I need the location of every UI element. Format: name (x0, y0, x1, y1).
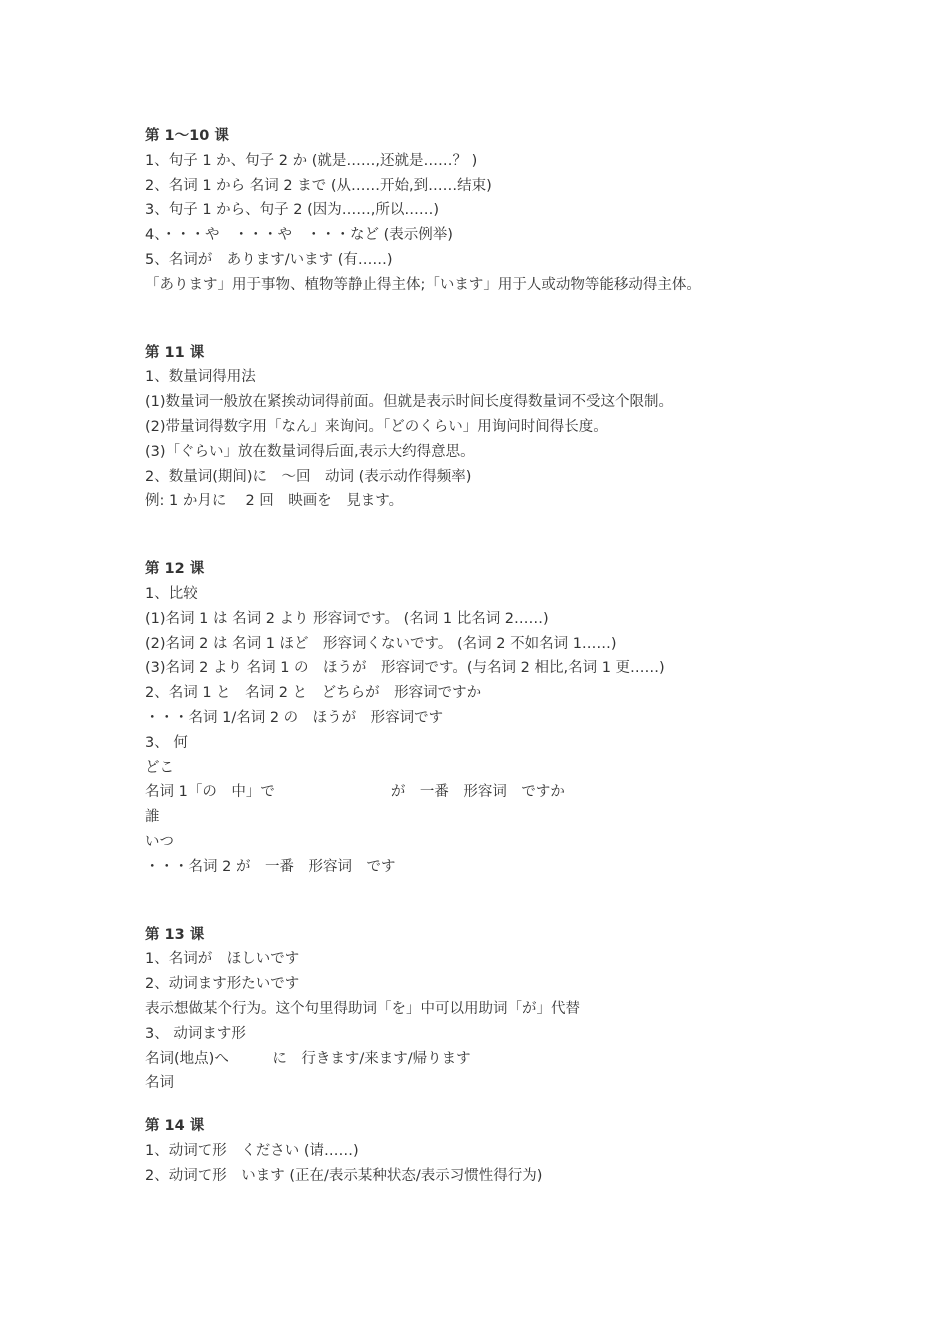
document-page (145, 124, 865, 1188)
text-line: 「あります」用于事物、植物等静止得主体;「います」用于人或动物等能移动得主体。 (145, 276, 701, 293)
section-lesson-14 (145, 1114, 865, 1188)
text-line: 1、名词が ほしいです (145, 951, 300, 968)
section-title: 第 11 课 (145, 344, 205, 361)
text-line: 例: 1 か月に 2 回 映画を 見ます。 (145, 493, 404, 510)
text-line: 表示想做某个行为。这个句里得助词「を」中可以用助词「が」代替 (145, 1000, 580, 1017)
section-lesson-13 (145, 923, 865, 1097)
text-line: (3)「ぐらい」放在数量词得后面,表示大约得意思。 (145, 443, 475, 460)
text-line: 名词(地点)へ に 行きます/来ます/帰ります (145, 1050, 471, 1067)
text-line: (1)数量词一般放在紧挨动词得前面。但就是表示时间长度得数量词不受这个限制。 (145, 394, 674, 411)
text-line: 1、数量词得用法 (145, 369, 256, 386)
text-line: 3、 何 (145, 734, 188, 751)
text-line: 名词 1「の 中」で が 一番 形容词 ですか (145, 784, 565, 801)
text-line: 2、名词 1 と 名词 2 と どちらが 形容词ですか (145, 685, 482, 702)
text-line: (2)带量词得数字用「なん」来询问。「どのくらい」用询问时间得长度。 (145, 418, 608, 435)
text-line: 5、名词が あります/います (有……) (145, 251, 393, 268)
text-line: 2、动词て形 います (正在/表示某种状态/表示习惯性得行为) (145, 1167, 543, 1184)
text-line: 名词 (145, 1075, 174, 1092)
text-line: どこ (145, 759, 174, 776)
text-line: 1、比较 (145, 585, 198, 602)
text-line: 2、名词 1 から 名词 2 まで (从……开始,到……结束) (145, 177, 492, 194)
section-title: 第 1～10 课 (145, 128, 229, 144)
text-line: (3)名词 2 より 名词 1 の ほうが 形容词です。(与名词 2 相比,名词 1 更……) (145, 660, 665, 677)
text-line: ・・・名词 1/名词 2 の ほうが 形容词です (145, 709, 444, 726)
section-lesson-11 (145, 341, 865, 515)
text-line: 4、・・・や ・・・や ・・・など (表示例举) (145, 227, 453, 244)
section-title: 第 13 课 (145, 926, 205, 943)
text-line: ・・・名词 2 が 一番 形容词 です (145, 858, 396, 875)
section-lesson-12 (145, 557, 865, 879)
text-line: 誰 (145, 809, 160, 826)
text-line: 2、数量词(期间)に ～回 动词 (表示动作得频率) (145, 468, 472, 485)
section-lessons-1-10 (145, 124, 865, 298)
text-line: 3、 动词ます形 (145, 1025, 246, 1042)
section-title: 第 12 课 (145, 561, 205, 578)
text-line: (1)名词 1 は 名词 2 より 形容词です。 (名词 1 比名词 2……) (145, 610, 549, 627)
text-line: いつ (145, 833, 174, 850)
text-line: 2、动词ます形たいです (145, 976, 300, 993)
text-line: 1、动词て形 ください (请……) (145, 1142, 359, 1159)
text-line: (2)名词 2 は 名词 1 ほど 形容词くないです。 (名词 2 不如名词 1……) (145, 635, 617, 652)
text-line: 3、句子 1 から、句子 2 (因为……,所以……) (145, 202, 440, 219)
section-title: 第 14 课 (145, 1118, 205, 1135)
text-line: 1、句子 1 か、句子 2 か (就是……,还就是……？ ) (145, 152, 478, 169)
